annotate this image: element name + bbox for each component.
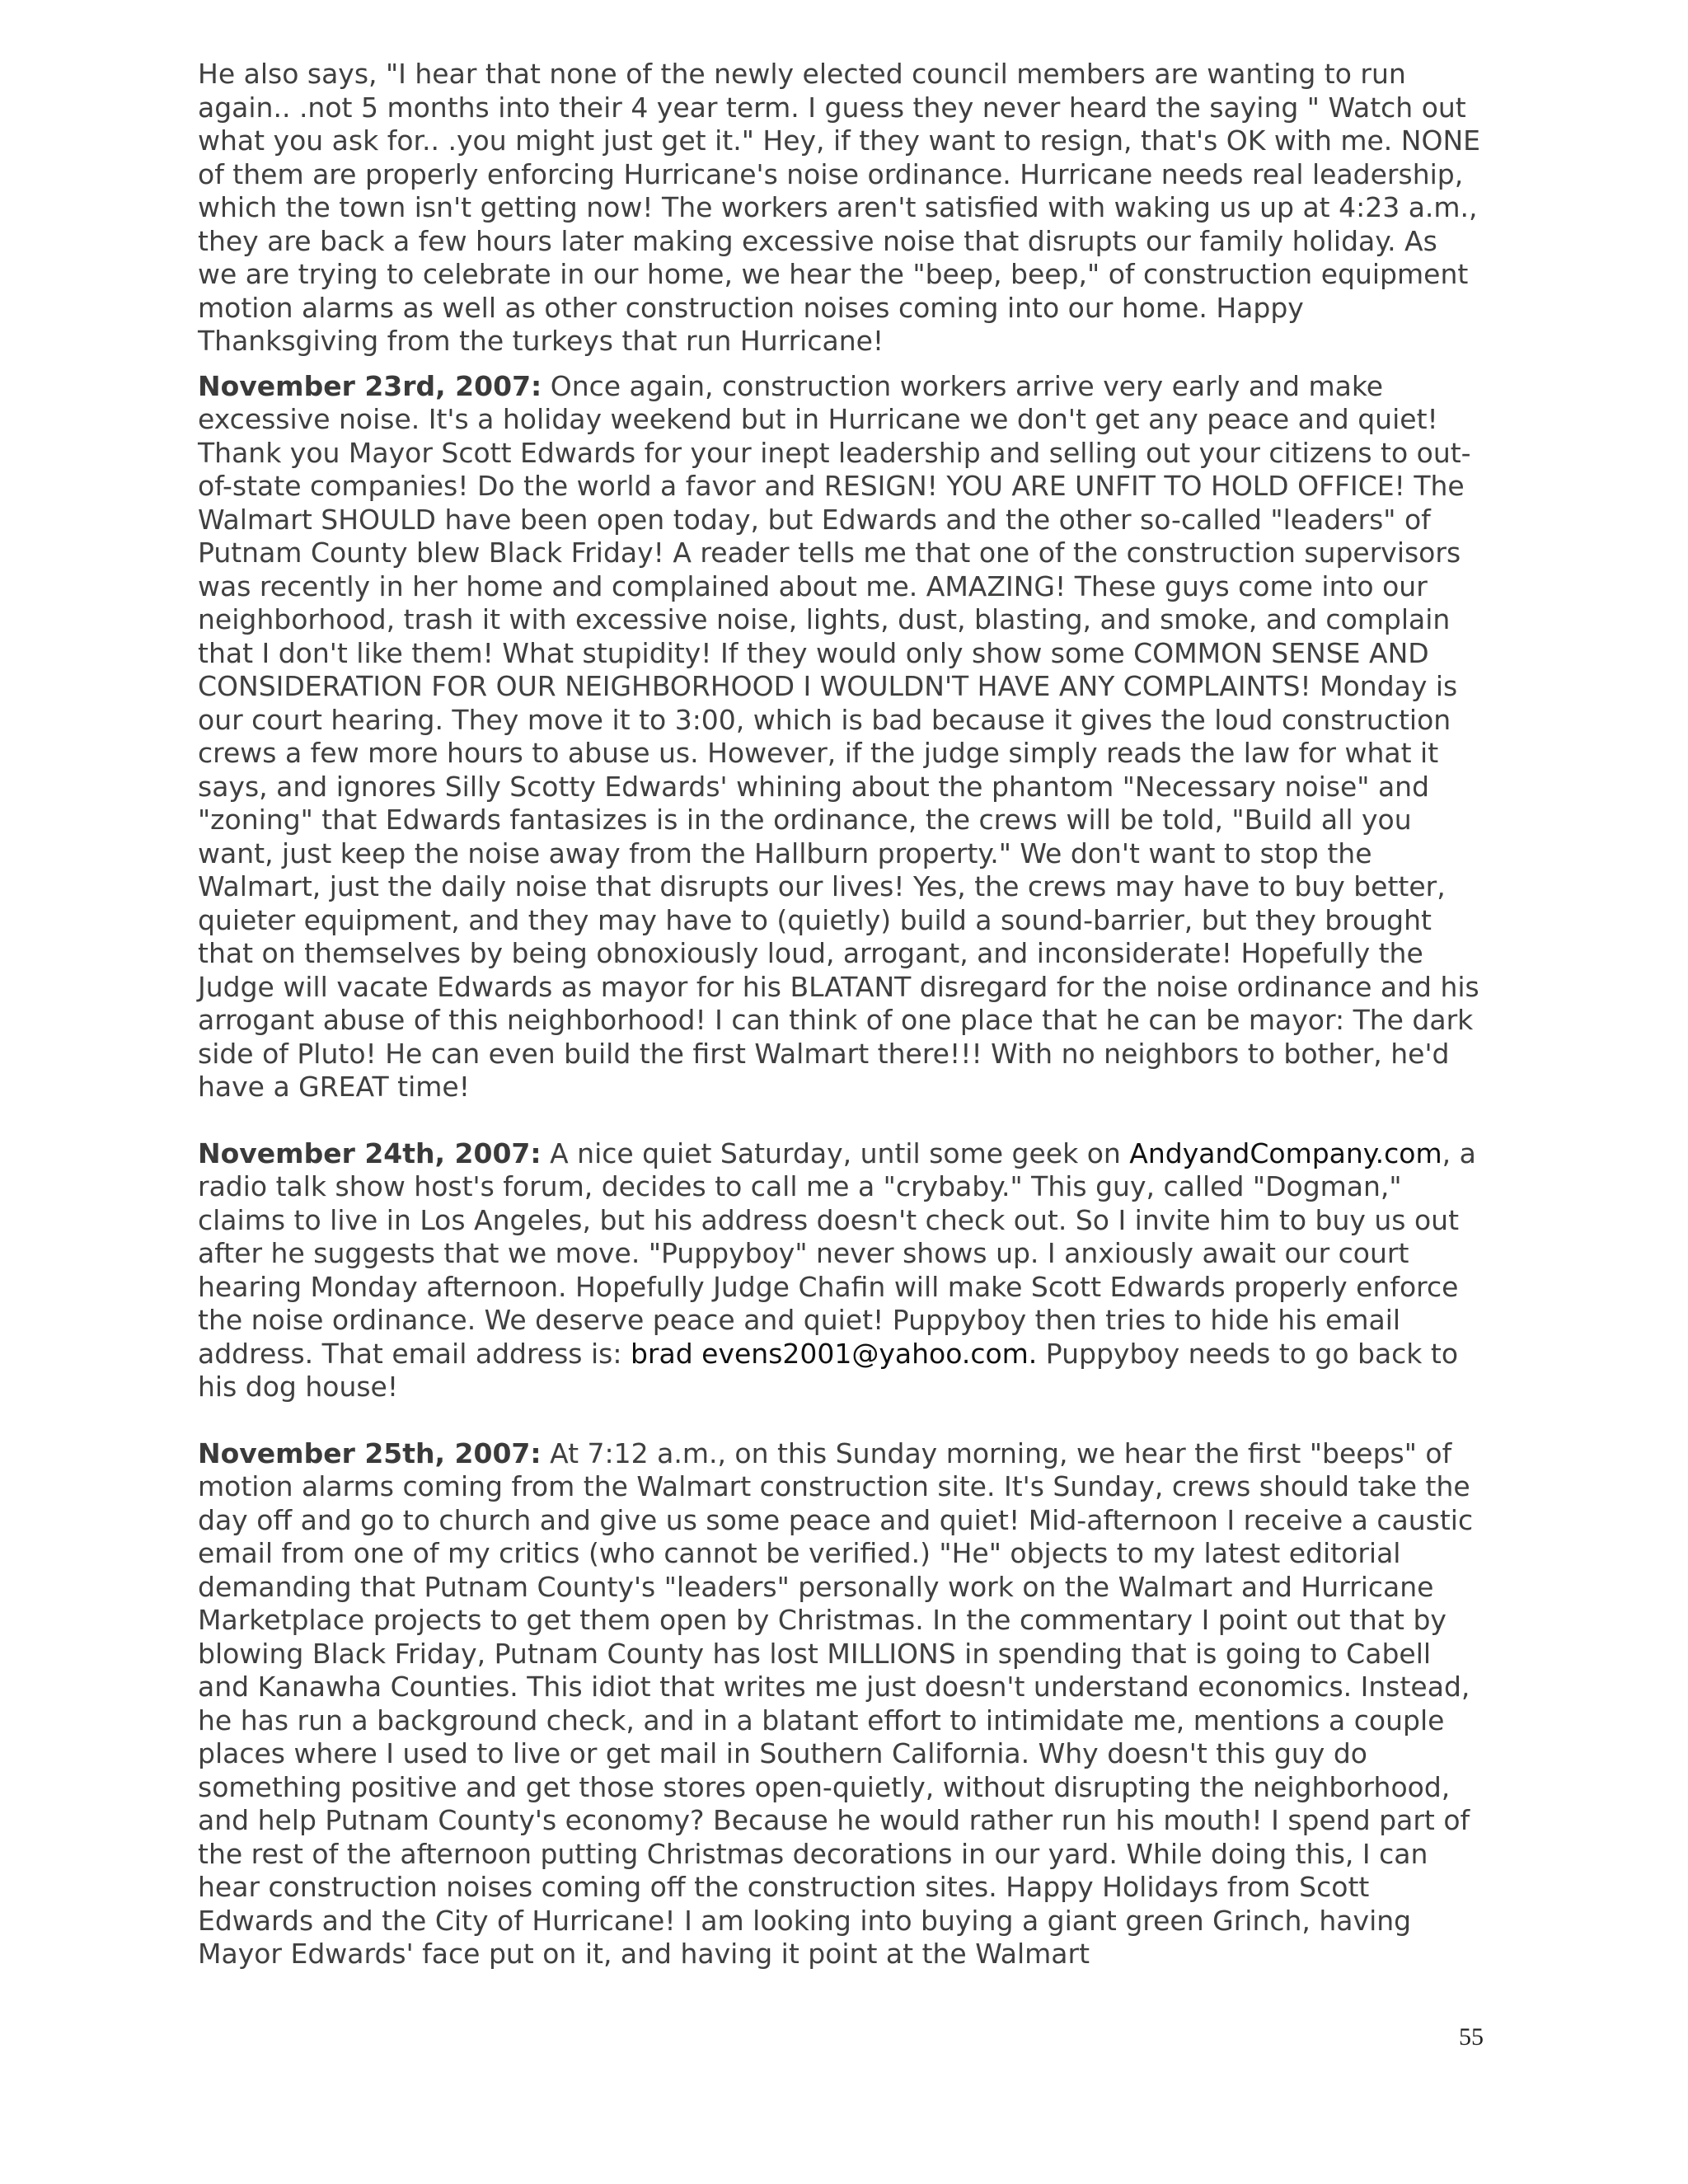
paragraph-thanksgiving bbox=[198, 58, 1484, 359]
entry-text: , a radio talk show host's forum, decides to call me a "crybaby." This guy, called "Dogman," claims to live in Los Angeles, but his address doesn't check out. So I invite him to buy us out after he suggests that we move. "Puppyboy" never shows up. I anxiously await our court hearing Monday afternoon. Hopefully Judge Chafin will make Scott Edwards properly enforce the noise ordinance. We deserve peace and quiet! Puppyboy then tries to hide his email address. That email address is: bbox=[198, 1137, 1476, 1370]
entry-text: Once again, construction workers arrive very early and make excessive noise. It's a holiday weekend but in Hurricane we don't get any peace and quiet! Thank you Mayor Scott Edwards for your inept leadership and selling out your citizens to out-of-state companies! Do the world a favor and RESIGN! YOU ARE UNFIT TO HOLD OFFICE! The Walmart SHOULD have been open today, but Edwards and the other so-called "leaders" of Putnam County blew Black Friday! A reader tells me that one of the construction supervisors was recently in her home and complained about me. AMAZING! These guys come into our neighborhood, trash it with excessive noise, lights, dust, blasting, and smoke, and complain that I don't like them! What stupidity! If they would only show some COMMON SENSE AND CONSIDERATION FOR OUR NEIGHBORHOOD I WOULDN'T HAVE ANY COMPLAINTS! Monday is our court hearing. They move it to 3:00, which is bad because it gives the loud construction crews a few more hours to abuse us. However, if the judge simply reads the law for what it says, and ignores Silly Scotty Edwards' whining about the phantom "Necessary noise" and "zoning" that Edwards fantasizes is in the ordinance, the crews will be told, "Build all you want, just keep the noise away from the Hallburn property." We don't want to stop the Walmart, just the daily noise that disrupts our lives! Yes, the crews may have to buy better, quieter equipment, and they may have to (quietly) build a sound-barrier, but they brought that on themselves by being obnoxiously loud, arrogant, and inconsiderate! Hopefully the Judge will vacate Edwards as mayor for his BLATANT disregard for the noise ordinance and his arrogant abuse of this neighborhood! I can think of one place that he can be mayor: The dark side of Pluto! He can even build the first Walmart there!!! With no neighbors to bother, he'd have a GREAT time! bbox=[198, 369, 1479, 1103]
entry-november-25 bbox=[198, 1437, 1484, 1971]
entry-date: November 23rd, 2007: bbox=[198, 369, 542, 402]
website-link[interactable]: AndyandCompany.com bbox=[1129, 1137, 1442, 1169]
entry-november-24 bbox=[198, 1137, 1484, 1404]
document-page bbox=[198, 58, 1484, 1971]
entry-november-23 bbox=[198, 370, 1484, 1104]
page-number: 55 bbox=[1459, 2023, 1484, 2050]
entry-text: At 7:12 a.m., on this Sunday morning, we hear the first "beeps" of motion alarms coming from the Walmart construction site. It's Sunday, crews should take the day off and go to church and give us some peace and quiet! Mid-afternoon I receive a caustic email from one of my critics (who cannot be verified.) "He" objects to my latest editorial demanding that Putnam County's "leaders" personally work on the Walmart and Hurricane Marketplace projects to get them open by Christmas. In the commentary I point out that by blowing Black Friday, Putnam County has lost MILLIONS in spending that is going to Cabell and Kanawha Counties. This idiot that writes me just doesn't understand economics. Instead, he has run a background check, and in a blatant effort to intimidate me, mentions a couple places where I used to live or get mail in Southern California. Why doesn't this guy do something positive and get those stores open-quietly, without disrupting the neighborhood, and help Putnam County's economy? Because he would rather run his mouth! I spend part of the rest of the afternoon putting Christmas decorations in our yard. While doing this, I can hear construction noises coming off the construction sites. Happy Holidays from Scott Edwards and the City of Hurricane! I am looking into buying a giant green Grinch, having Mayor Edwards' face put on it, and having it point at the Walmart bbox=[198, 1436, 1474, 1970]
email-address-link[interactable]: brad evens2001@yahoo.com. bbox=[630, 1337, 1038, 1370]
entry-text: A nice quiet Saturday, until some geek on bbox=[541, 1137, 1130, 1169]
entry-date: November 25th, 2007: bbox=[198, 1436, 542, 1469]
entry-date: November 24th, 2007: bbox=[198, 1137, 542, 1169]
paragraph-text: He also says, "I hear that none of the newly elected council members are wanting to run again.. .not 5 months into their 4 year term. I guess they never heard the saying " Watch out what you ask for.. .you might just get it." Hey, if they want to resign, that's OK with me. NONE of them are properly enforcing Hurricane's noise ordinance. Hurricane needs real leadership, which the town isn't getting now! The workers aren't satisfied with waking us up at 4:23 a.m., they are back a few hours later making excessive noise that disrupts our family holiday. As we are trying to celebrate in our home, we hear the "beep, beep," of construction equipment motion alarms as well as other construction noises coming into our home. Happy Thanksgiving from the turkeys that run Hurricane! bbox=[198, 58, 1480, 357]
entry-text: Puppyboy needs to go back to his dog house! bbox=[198, 1337, 1459, 1403]
